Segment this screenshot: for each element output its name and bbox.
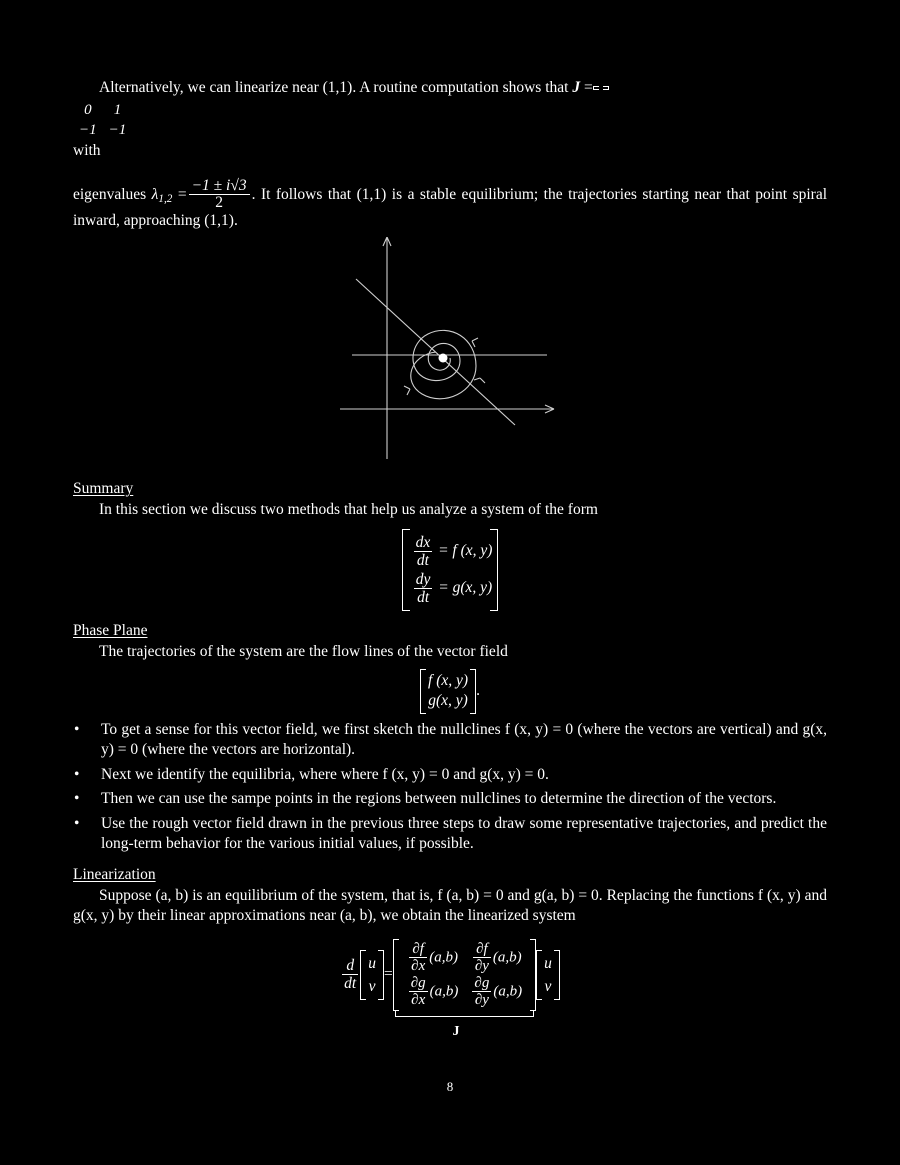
summary-body-text: In this section we discuss two methods that help us analyze a system of the form [99, 501, 598, 519]
section-heading-summary: Summary [73, 479, 134, 497]
partial-g-y-cell [464, 975, 528, 1009]
partial-g-x-args: (a,b) [429, 983, 459, 1000]
d-numerator: d [346, 957, 355, 975]
partial-x-den-1: ∂x [411, 958, 426, 975]
partial-f-x-cell [401, 941, 465, 975]
vector-field-row-2: g(x, y) [428, 692, 468, 710]
vector-field-bracket [420, 669, 476, 714]
uv-row-v: v [368, 977, 376, 995]
phase-plane-bullet-list [73, 720, 827, 855]
dt-denominator-1: dt [414, 551, 433, 569]
linearized-equals: = [383, 965, 393, 983]
uv-vector-left [360, 950, 384, 1001]
list-item: • Then we can use the sampe points in the regions between nullclines to determine the direction of the vectors. [101, 789, 827, 809]
partial-g-x-fraction [409, 975, 428, 1009]
partial-g-num-2: ∂g [474, 974, 490, 991]
list-item: • Use the rough vector field drawn in the previous three steps to draw some representative trajectories, and predict the long-term behavior for the various initial values, if possible. [101, 814, 827, 855]
system-brace [402, 529, 499, 611]
vec2-row-v: v [544, 977, 552, 995]
eigen-equals: = [177, 185, 187, 203]
eigen-numerator: −1 ± i√3 [191, 176, 247, 194]
jacobian-underbrace [393, 939, 536, 1021]
jacobian-underbrace-label: J [452, 1023, 460, 1039]
partial-y-den-2: ∂y [472, 991, 491, 1009]
partial-f-x-fraction [409, 941, 427, 975]
jacobian-matrix-partials [393, 939, 536, 1011]
partial-f-y-cell [464, 941, 528, 975]
partial-f-num-2: ∂f [476, 940, 488, 957]
lambda-symbol: λ [151, 185, 159, 203]
section-heading-phase-plane: Phase Plane [73, 622, 148, 640]
lambda-subscript: 1,2 [158, 192, 173, 205]
partial-f-x-args: (a,b) [429, 949, 458, 966]
linearize-lead-text: Alternatively, we can linearize near (1,1). A routine computation shows that [99, 79, 569, 96]
system-row-1-rhs: = f (x, y) [438, 541, 493, 559]
partial-g-y-args: (a,b) [493, 983, 523, 1000]
dx-dt-fraction [414, 534, 433, 569]
after-matrix-text: with [73, 142, 101, 160]
eigenvalue-fraction [189, 178, 250, 212]
dy-numerator: dy [415, 570, 431, 588]
paragraph-eigenvalues [73, 178, 827, 232]
matrix-cell-10: −1 [79, 122, 97, 139]
system-row-2 [412, 571, 493, 606]
system-row-2-rhs: = g(x, y) [438, 579, 493, 597]
equals-sign: = [583, 79, 593, 96]
page-number: 8 [446, 1079, 454, 1094]
dt-denominator: dt [344, 975, 357, 993]
uv-row-u: u [368, 954, 376, 972]
vector-field-row-1: f (x, y) [428, 671, 469, 689]
list-item: • To get a sense for this vector field, we first sketch the nullclines f (x, y) = 0 (where the vectors are vertical) and g(x, y) = 0 (where the vectors are horizontal). [101, 720, 827, 761]
page-content [73, 78, 827, 1041]
eigen-denominator: 2 [189, 194, 250, 211]
matrix-cell-00: 0 [84, 102, 92, 119]
partial-x-den-2: ∂x [409, 991, 428, 1009]
matrix-cell-01: 1 [113, 102, 122, 119]
phase-portrait-spiral [340, 237, 560, 462]
linearization-body-text: Suppose (a, b) is an equilibrium of the system, that is, f (a, b) = 0 and g(a, b) = 0. Replacing the functions f (x, y) and g(x, y) by their linear approximations near (a, b), we obtain the linearized system [73, 887, 827, 925]
eigen-tail-text: . It follows that (1,1) is a stable equilibrium; the trajectories starting near that point spiral inward, approaching (1,1). [73, 185, 828, 230]
paragraph-linearize-intro [73, 78, 827, 98]
phase-plane-body-text: The trajectories of the system are the flow lines of the vector field [99, 643, 508, 661]
dx-numerator: dx [415, 533, 431, 551]
eigenvalues-label: eigenvalues [73, 185, 147, 203]
jacobian-symbol: J [572, 79, 581, 96]
list-item: • Next we identify the equilibria, where where f (x, y) = 0 and g(x, y) = 0. [101, 765, 827, 785]
linearized-system-equation [73, 939, 827, 1041]
partial-f-y-args: (a,b) [492, 949, 522, 966]
partial-f-num-1: ∂f [412, 940, 424, 957]
partial-y-den-1: ∂y [474, 958, 489, 975]
system-row-1 [412, 534, 493, 569]
vec2-row-u: u [544, 954, 552, 972]
partial-g-x-cell [401, 975, 465, 1009]
partial-g-num-1: ∂g [410, 974, 426, 991]
d-dt-fraction [342, 957, 358, 992]
figure-phase-portrait [73, 237, 827, 468]
vector-field-matrix [73, 669, 827, 714]
uv-vector-right [536, 950, 560, 1001]
equilibrium-point [439, 354, 448, 363]
jacobian-matrix [593, 86, 609, 90]
dt-denominator-2: dt [414, 588, 433, 606]
vector-field-period: . [476, 681, 480, 699]
partial-f-y-fraction [473, 941, 491, 975]
partial-g-y-fraction [472, 975, 491, 1009]
dy-dt-fraction [414, 571, 433, 606]
matrix-cell-11: −1 [108, 122, 127, 139]
system-of-equations [73, 529, 827, 611]
section-heading-linearization: Linearization [73, 865, 156, 883]
